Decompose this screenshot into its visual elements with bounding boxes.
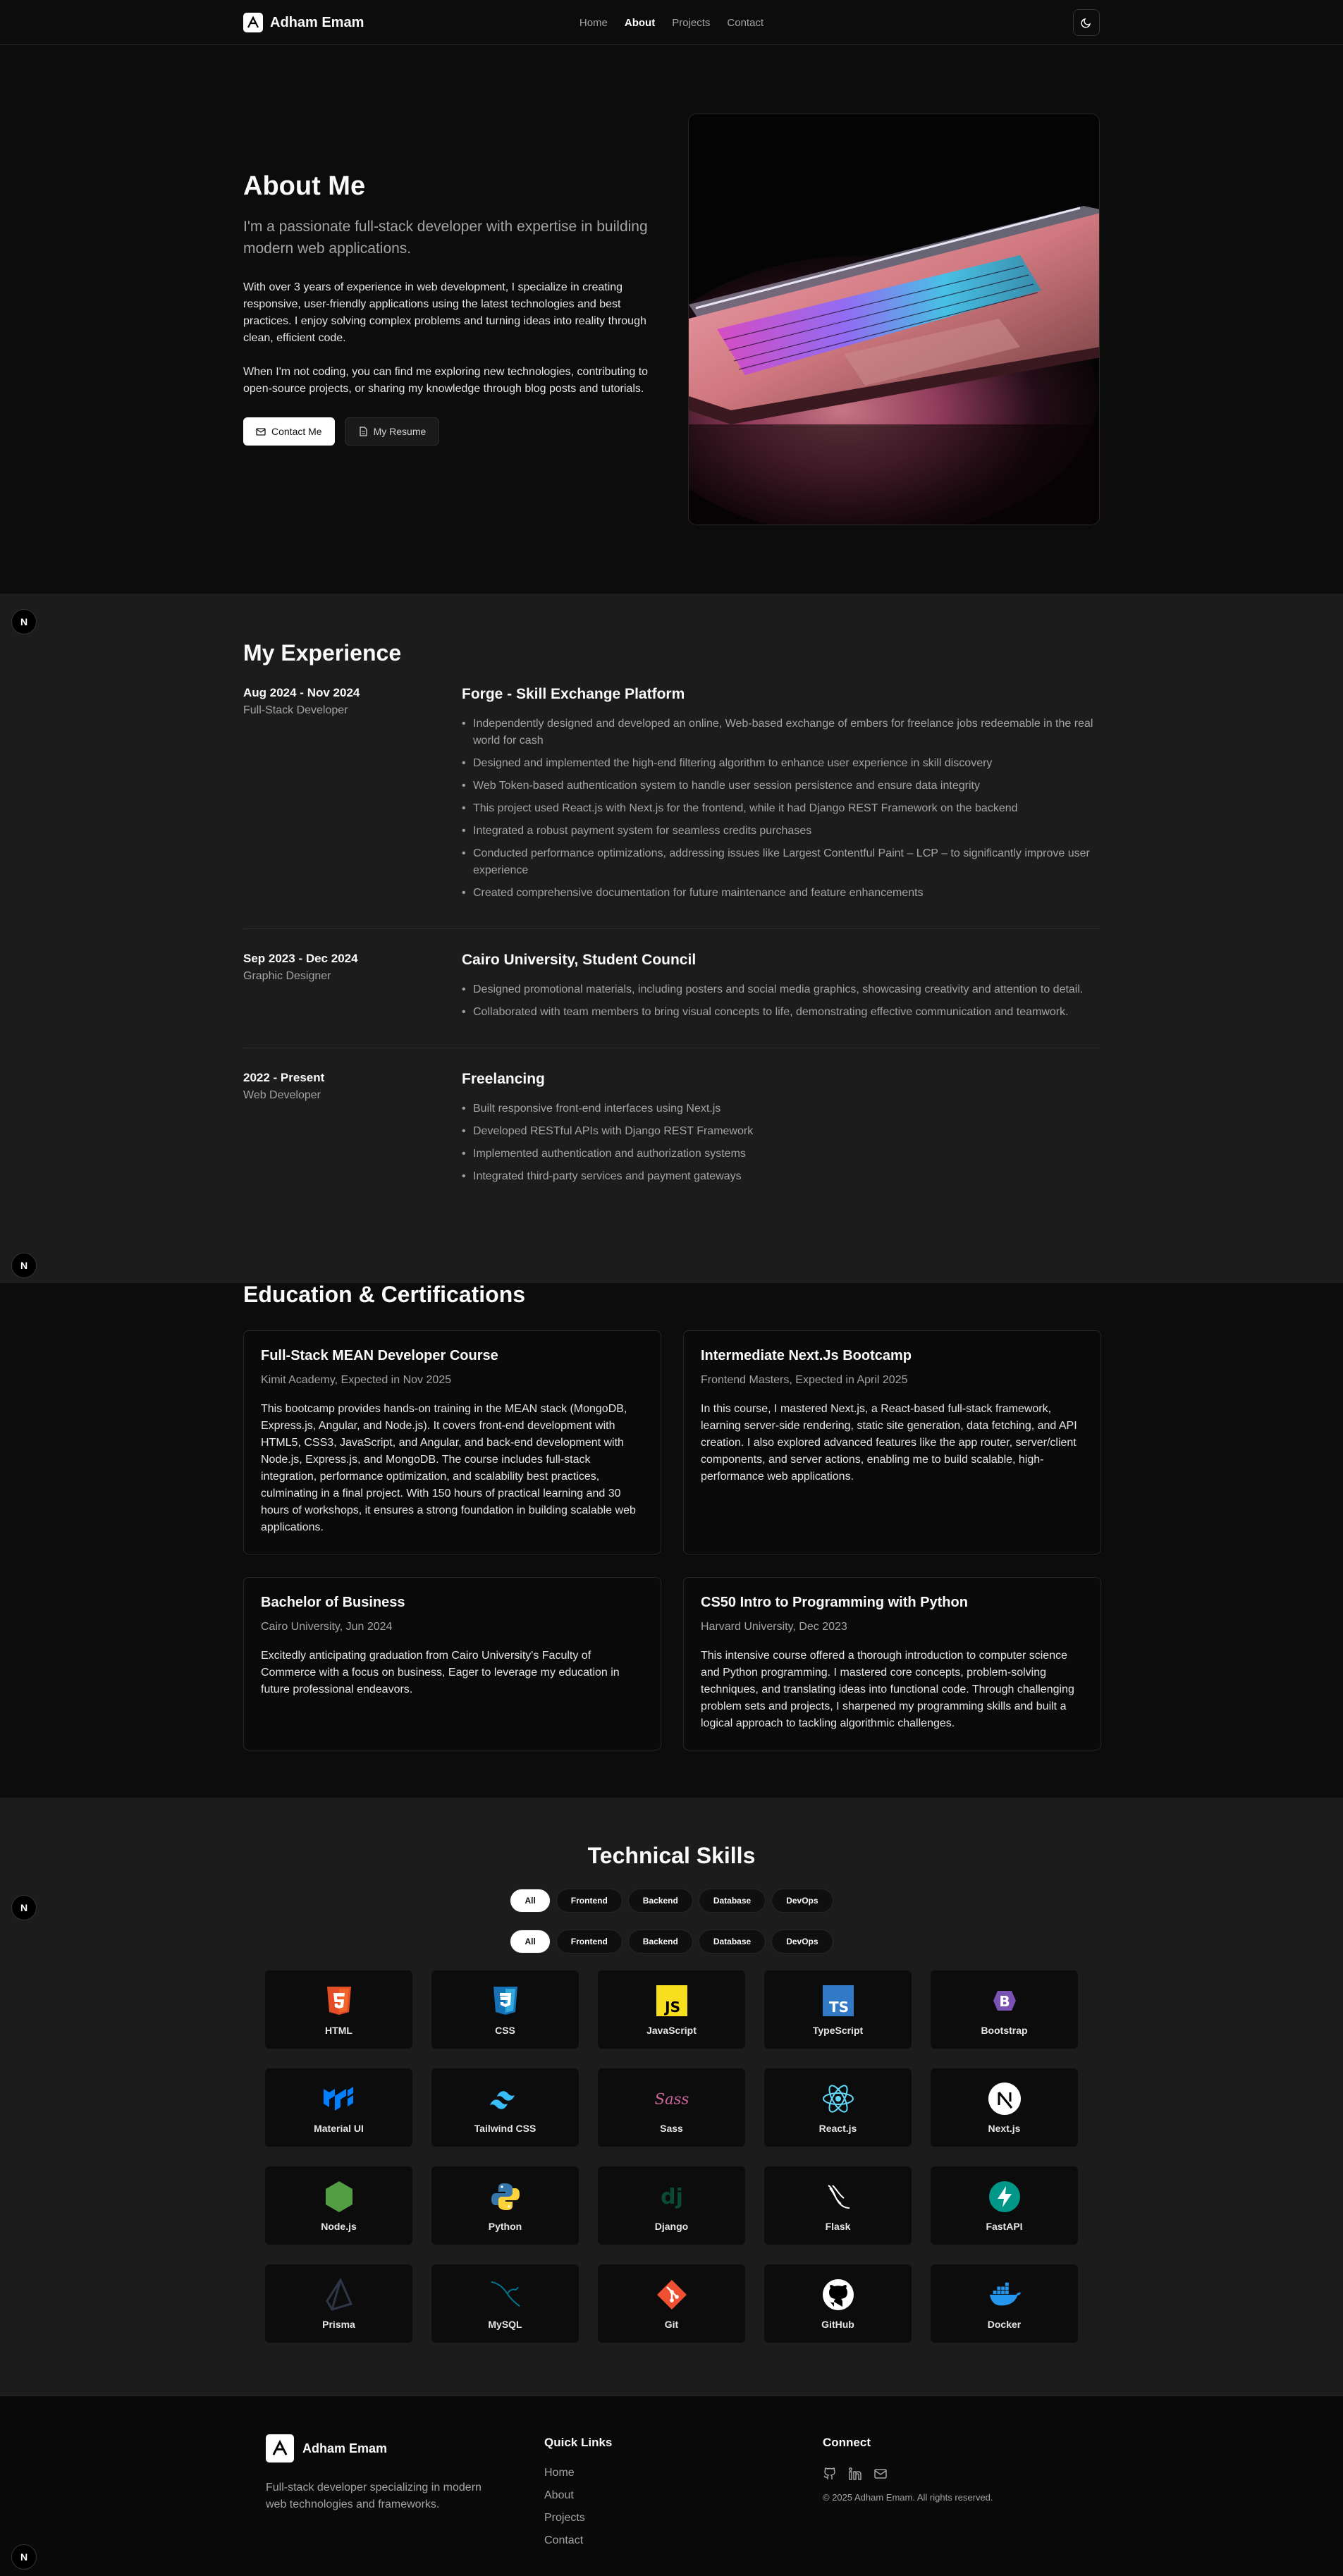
skills-section [0, 1798, 1343, 2396]
experience-bullet: • This project used React.js with Next.js for the frontend, while it had Django REST Framework on the backend [462, 800, 1100, 817]
experience-date: Aug 2024 - Nov 2024 [243, 686, 360, 699]
education-title: Education & Certifications [243, 1282, 526, 1307]
connect-title: Connect [823, 2436, 871, 2449]
skills-filter-bar-duplicate [243, 1930, 1100, 1954]
filter-devops[interactable]: DevOps [771, 1889, 833, 1913]
docker-icon [988, 2278, 1022, 2312]
skill-label: React.js [818, 2122, 857, 2134]
education-grid [243, 1330, 1100, 1750]
education-card-meta: Harvard University, Dec 2023 [701, 1621, 847, 1633]
skill-card[interactable] [598, 2166, 745, 2245]
skill-label: Material UI [314, 2122, 364, 2134]
skill-label: CSS [495, 2024, 515, 2036]
skill-label: Prisma [322, 2318, 355, 2330]
skill-label: MySQL [488, 2318, 522, 2330]
my-resume-button[interactable] [345, 417, 440, 446]
filter-frontend[interactable]: Frontend [556, 1930, 623, 1954]
github-icon [821, 2278, 855, 2312]
experience-bullet: • Created comprehensive documentation for future maintenance and feature enhancements [462, 885, 1100, 902]
education-card [243, 1330, 661, 1554]
education-card-title: Full-Stack MEAN Developer Course [261, 1348, 498, 1363]
svg-text:dj: dj [660, 2184, 683, 2209]
skill-card[interactable] [598, 2264, 745, 2343]
linkedin-icon[interactable] [848, 2467, 862, 2481]
svg-text:JS: JS [664, 1998, 680, 2016]
nav-links [579, 17, 764, 29]
skill-card[interactable] [431, 2166, 579, 2245]
filter-all[interactable]: All [510, 1930, 550, 1954]
bootstrap-icon [988, 1984, 1022, 2018]
filter-backend[interactable]: Backend [628, 1889, 693, 1913]
filter-all[interactable]: All [510, 1889, 550, 1913]
footer-brand-name: Adham Emam [302, 2441, 388, 2455]
skill-label: GitHub [821, 2318, 854, 2330]
about-hero-section [0, 45, 1343, 594]
github-icon[interactable] [823, 2467, 837, 2481]
contact-me-button[interactable] [243, 417, 335, 446]
nodejs-icon [322, 2180, 356, 2214]
skill-label: Django [654, 2220, 689, 2232]
skill-card[interactable] [431, 2264, 579, 2343]
html-icon [322, 1984, 356, 2018]
footer-link-contact[interactable]: Contact [544, 2534, 584, 2546]
my-resume-label: My Resume [373, 426, 427, 437]
experience-item [243, 1048, 1100, 1212]
education-card [683, 1577, 1101, 1750]
experience-bullet: • Developed RESTful APIs with Django REST Framework [462, 1123, 1100, 1140]
footer-link-projects[interactable]: Projects [544, 2512, 585, 2524]
experience-bullet: • Designed and implemented the high-end filtering algorithm to enhance user experience in skill discovery [462, 755, 1100, 772]
skill-card[interactable] [598, 1970, 745, 2049]
skill-card[interactable] [931, 2264, 1078, 2343]
experience-title: My Experience [243, 640, 402, 666]
contact-me-label: Contact Me [271, 426, 322, 437]
skill-label: JavaScript [646, 2024, 697, 2036]
flask-icon [821, 2180, 855, 2214]
filter-backend[interactable]: Backend [628, 1930, 693, 1954]
experience-bullet: • Independently designed and developed an online, Web-based exchange of embers for freelance jobs redeemable in the real world for cash [462, 716, 1100, 749]
experience-bullet: • Designed promotional materials, including posters and social media graphics, showcasing creativity and attention to detail. [462, 981, 1100, 998]
about-subtitle: I'm a passionate full-stack developer with expertise in building modern web applications. [243, 219, 648, 257]
skill-label: Bootstrap [981, 2024, 1028, 2036]
svg-text:Sass: Sass [654, 2090, 689, 2108]
footer-brand[interactable] [266, 2434, 544, 2462]
svg-text:TS: TS [828, 1998, 849, 2016]
skills-grid [265, 1970, 1078, 2343]
about-title: About Me [243, 171, 366, 201]
skill-card[interactable] [931, 2166, 1078, 2245]
education-card-desc: This intensive course offered a thorough introduction to computer science and Python programming. I mastered core concepts, problem-solving techniques, and translating ideas into functional code. Through challenging problem sets and projects, I sharpened my programming skills and built a logical approach to tackling algorithmic challenges. [701, 1650, 1074, 1729]
experience-date: 2022 - Present [243, 1071, 325, 1084]
skill-card[interactable] [764, 1970, 912, 2049]
typescript-icon [821, 1984, 855, 2018]
skill-card[interactable] [265, 2264, 412, 2343]
brand-link[interactable] [243, 13, 364, 32]
social-links [823, 2467, 993, 2481]
skill-card[interactable] [931, 1970, 1078, 2049]
about-text-block [243, 114, 652, 525]
skills-title: Technical Skills [587, 1843, 756, 1868]
quick-links-list [544, 2467, 823, 2547]
skill-label: Docker [987, 2318, 1022, 2330]
moon-icon [1081, 17, 1092, 28]
material-ui-icon [322, 2082, 356, 2116]
mysql-icon [489, 2278, 522, 2312]
skill-card[interactable] [431, 1970, 579, 2049]
nextjs-icon [988, 2082, 1022, 2116]
experience-role: Web Developer [243, 1089, 321, 1101]
experience-bullets [462, 1100, 1100, 1185]
experience-bullet: • Implemented authentication and authorization systems [462, 1146, 1100, 1163]
experience-bullet: • Integrated third-party services and payment gateways [462, 1168, 1100, 1185]
education-card-meta: Frontend Masters, Expected in April 2025 [701, 1374, 908, 1386]
experience-title-text: Freelancing [462, 1071, 545, 1087]
footer-link-home[interactable]: Home [544, 2467, 575, 2479]
experience-title-text: Forge - Skill Exchange Platform [462, 686, 685, 702]
skill-label: Tailwind CSS [474, 2122, 536, 2134]
education-card-title: CS50 Intro to Programming with Python [701, 1595, 968, 1610]
education-card-meta: Cairo University, Jun 2024 [261, 1621, 393, 1633]
nav-home[interactable]: Home [579, 16, 608, 29]
education-card-meta: Kimit Academy, Expected in Nov 2025 [261, 1374, 452, 1386]
nav-projects[interactable]: Projects [672, 16, 711, 29]
email-icon[interactable] [873, 2467, 888, 2481]
skill-card[interactable] [265, 2166, 412, 2245]
nav-contact[interactable]: Contact [727, 16, 764, 29]
experience-bullets [462, 716, 1100, 902]
brand-name: Adham Emam [270, 14, 364, 30]
education-card-desc: This bootcamp provides hands-on training in the MEAN stack (MongoDB, Express.js, Angular, and Node.js). It covers front-end development with HTML5, CSS3, JavaScript, and Angular, and back-end development with Node.js, Express.js, and MongoDB. The course includes full-stack integration, performance optimization, and scalability best practices, culminating in a final project. With 150 hours of practical learning and 30 hours of workshops, it ensures a strong foundation in building scalable web applications. [261, 1403, 636, 1533]
education-card [243, 1577, 661, 1750]
git-icon [655, 2278, 689, 2312]
fastapi-icon [988, 2180, 1022, 2214]
skill-label: Next.js [988, 2122, 1021, 2134]
experience-item [243, 686, 1100, 929]
about-paragraph-1: With over 3 years of experience in web development, I specialize in creating responsive, user-friendly applications using the latest technologies and best practices. I enjoy solving complex problems and turning ideas into reality through clean, efficient code. [243, 281, 646, 344]
footer-description: Full-stack developer specializing in modern web technologies and frameworks. [266, 2482, 482, 2510]
education-card-desc: Excitedly anticipating graduation from Cairo University's Faculty of Commerce with a focus on business, Eager to leverage my education in future professional endeavors. [261, 1650, 620, 1695]
skill-label: TypeScript [812, 2024, 864, 2036]
skill-card[interactable] [598, 2068, 745, 2147]
experience-role: Full-Stack Developer [243, 704, 348, 716]
skill-card[interactable] [764, 2264, 912, 2343]
top-navbar [0, 0, 1343, 45]
experience-date: Sep 2023 - Dec 2024 [243, 952, 358, 965]
nextjs-dev-indicator[interactable]: N [11, 1895, 37, 1920]
tailwind-icon [489, 2082, 522, 2116]
skill-card[interactable] [764, 2166, 912, 2245]
skill-label: Git [664, 2318, 679, 2330]
experience-bullet: • Conducted performance optimizations, addressing issues like Largest Contentful Paint – LCP – to significantly improve user experience [462, 845, 1100, 879]
prisma-icon [322, 2278, 356, 2312]
skill-label: Flask [825, 2220, 851, 2232]
file-icon [358, 427, 368, 436]
django-icon [655, 2180, 689, 2214]
laptop-image [688, 114, 1100, 525]
experience-bullet: • Built responsive front-end interfaces using Next.js [462, 1100, 1100, 1117]
skill-card[interactable] [931, 2068, 1078, 2147]
experience-bullet: • Collaborated with team members to bring visual concepts to life, demonstrating effective communication and teamwork. [462, 1004, 1100, 1021]
quick-links-title: Quick Links [544, 2436, 613, 2449]
footer-link-about[interactable]: About [544, 2489, 574, 2501]
experience-bullets [462, 981, 1100, 1021]
skill-label: HTML [325, 2024, 352, 2036]
css-icon [489, 1984, 522, 2018]
skill-label: Python [488, 2220, 522, 2232]
skill-card[interactable] [431, 2068, 579, 2147]
theme-toggle-button[interactable] [1073, 9, 1100, 36]
javascript-icon [655, 1984, 689, 2018]
filter-frontend[interactable]: Frontend [556, 1889, 623, 1913]
experience-title-text: Cairo University, Student Council [462, 952, 697, 968]
education-section [0, 1283, 1343, 1798]
experience-role: Graphic Designer [243, 970, 331, 982]
experience-item [243, 929, 1100, 1048]
copyright-text: © 2025 Adham Emam. All rights reserved. [823, 2492, 993, 2503]
logo-icon [266, 2434, 294, 2462]
skill-card[interactable] [764, 2068, 912, 2147]
filter-devops[interactable]: DevOps [771, 1930, 833, 1954]
svg-text:B: B [998, 1992, 1010, 2010]
sass-icon [655, 2082, 689, 2116]
nextjs-dev-indicator[interactable]: N [11, 609, 37, 634]
skill-label: Sass [660, 2122, 683, 2134]
skill-label: FastAPI [986, 2220, 1023, 2232]
logo-icon [243, 13, 263, 32]
experience-bullet: • Integrated a robust payment system for seamless credits purchases [462, 823, 1100, 840]
education-card [683, 1330, 1101, 1554]
site-footer [0, 2396, 1343, 2576]
experience-section [0, 594, 1343, 1283]
experience-bullet: • Web Token-based authentication system to handle user session persistence and ensure data integrity [462, 778, 1100, 795]
nextjs-dev-indicator[interactable]: N [11, 1253, 37, 1278]
skill-label: Node.js [321, 2220, 357, 2232]
education-card-title: Bachelor of Business [261, 1595, 405, 1610]
education-card-title: Intermediate Next.Js Bootcamp [701, 1348, 912, 1363]
filter-database[interactable]: Database [699, 1930, 766, 1954]
mail-icon [256, 427, 266, 436]
nextjs-dev-indicator[interactable]: N [11, 2544, 37, 2570]
skill-card[interactable] [265, 1970, 412, 2049]
education-card-desc: In this course, I mastered Next.js, a React-based full-stack framework, learning server-side rendering, static site generation, data fetching, and API creation. I also explored advanced features like the app router, server/client components, and server actions, enabling me to build scalable, high-performance web applications. [701, 1403, 1077, 1483]
about-paragraph-2: When I'm not coding, you can find me exploring new technologies, contributing to open-source projects, or sharing my knowledge through blog posts and tutorials. [243, 366, 649, 395]
nav-about[interactable]: About [624, 16, 656, 29]
skill-card[interactable] [265, 2068, 412, 2147]
react-icon [821, 2082, 855, 2116]
skills-filter-bar [243, 1889, 1100, 1913]
filter-database[interactable]: Database [699, 1889, 766, 1913]
python-icon [489, 2180, 522, 2214]
about-buttons [243, 417, 652, 446]
